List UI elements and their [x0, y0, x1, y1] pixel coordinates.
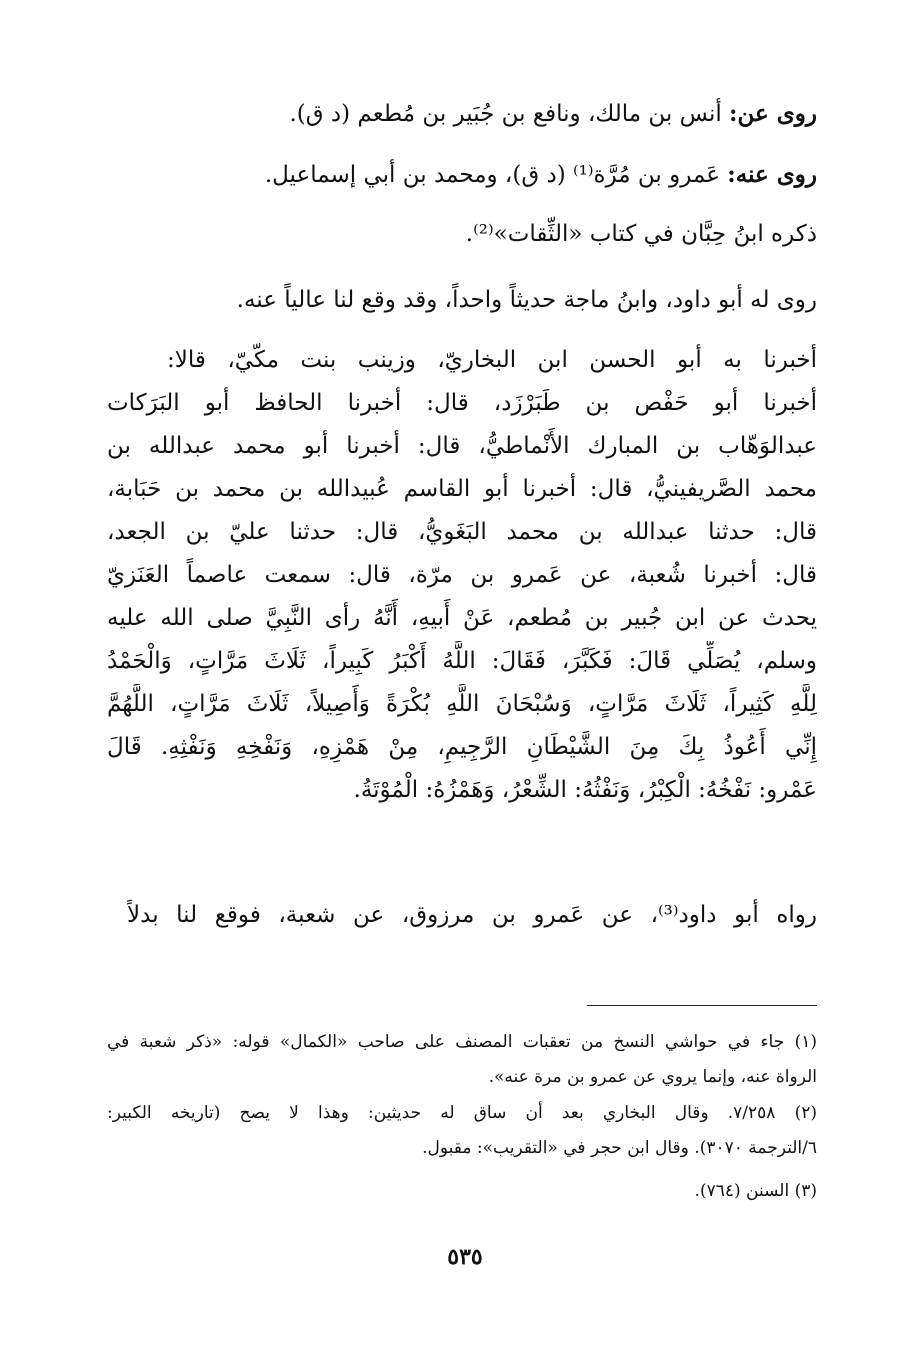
hadith-line-4: محمد الصَّريفينيُّ، قال: أخبرنا أبو القاسم عُبيدالله بن محمد بن حَبَابة، [107, 476, 817, 502]
narrated-from-line [117, 94, 817, 134]
hadith-line-7: يحدث عن ابن جُبير بن مُطعم، عَنْ أَبيهِ، أَنَّهُ رأى النَّبِيَّ صلى الله عليه [107, 605, 817, 631]
hadith-line-10: إِنِّي أَعُوذُ بِكَ مِنَ الشَّيْطَانِ الرَّجِيمِ، مِنْ هَمْزِهِ، وَنَفْخِهِ وَنَفْثِهِ. قَالَ [107, 734, 817, 760]
hadith-line-5: قال: حدثنا عبدالله بن محمد البَغَويُّ، قال: حدثنا عليّ بن الجعد، [107, 519, 817, 545]
footnote-2-line-1: (٢) ٧/٢٥٨. وقال البخاري بعد أن ساق له حديثين: وهذا لا يصح (تاريخه الكبير: [107, 1103, 817, 1123]
narrated-by-text: عَمرو بن مُرَّة⁽¹⁾ (د ق)، ومحمد بن أبي إسماعيل. [264, 162, 720, 188]
footnote-1-line-2: الرواة عنه، وإنما يروي عن عمرو بن مرة عنه». [488, 1067, 817, 1087]
hadith-line-11: عَمْرو: نَفْخُهُ: الْكِبْرُ، وَنَفْثُهُ: الشِّعْرُ، وَهَمْزُهُ: الْمُوْتَةُ. [353, 777, 817, 803]
hadith-line-1: أخبرنا به أبو الحسن ابن البخاريّ، وزينب بنت مكّيّ، قالا: [167, 347, 817, 373]
footnote-3-line-1: (٣) السنن (٧٦٤). [694, 1181, 817, 1201]
hadith-line-6: قال: أخبرنا شُعبة، عن عَمرو بن مرّة، قال: سمعت عاصماً العَنَزيّ [107, 562, 817, 588]
narrated-from-label: روى عن: [729, 100, 817, 127]
footnote-separator [587, 1005, 817, 1006]
hadith-line-2: أخبرنا أبو حَفْص بن طَبَرْزَد، قال: أخبرنا الحافظ أبو البَرَكات [107, 390, 817, 416]
closing-line: رواه أبو داود⁽³⁾، عن عَمرو بن مرزوق، عن شعبة، فوقع لنا بدلاً [127, 902, 817, 928]
narrated-by-line [117, 155, 817, 195]
narrated-from-text: أنس بن مالك، ونافع بن جُبَير بن مُطعم (د ق). [289, 101, 722, 127]
footnote-1-line-1: (١) جاء في حواشي النسخ من تعقبات المصنف على صاحب «الكمال» قوله: «ذكر شعبة في [107, 1032, 817, 1052]
hadith-line-3: عبدالوَهّاب بن المبارك الأَنْماطيُّ، قال: أخبرنا أبو محمد عبدالله بن [107, 433, 817, 459]
hadith-line-8: وسلم، يُصَلِّي قَالَ: فَكَبَّرَ، فَقَالَ: اللَّهُ أَكْبَرُ كَبِيراً، ثَلَاثَ مَرَّاتٍ، وَالْحَمْدُ [107, 648, 817, 674]
ibn-hibban-line: ذكره ابنُ حِبَّان في كتاب «الثِّقات»⁽²⁾. [465, 221, 817, 247]
footnote-2-line-2: ٦/الترجمة ٣٠٧٠). وقال ابن حجر في «التقريب»: مقبول. [422, 1138, 817, 1158]
narrated-by-label: روى عنه: [727, 161, 817, 188]
hadith-line-9: لِلَّهِ كَثِيراً، ثَلَاثَ مَرَّاتٍ، وَسُبْحَانَ اللَّهِ بُكْرَةً وَأَصِيلاً، ثَلَاثَ مَرَّاتٍ، اللَّهُمَّ [107, 691, 817, 717]
page-number: ٥٣٥ [447, 1244, 483, 1270]
narrated-to-line: روى له أبو داود، وابنُ ماجة حديثاً واحداً، وقد وقع لنا عالياً عنه. [236, 287, 817, 313]
